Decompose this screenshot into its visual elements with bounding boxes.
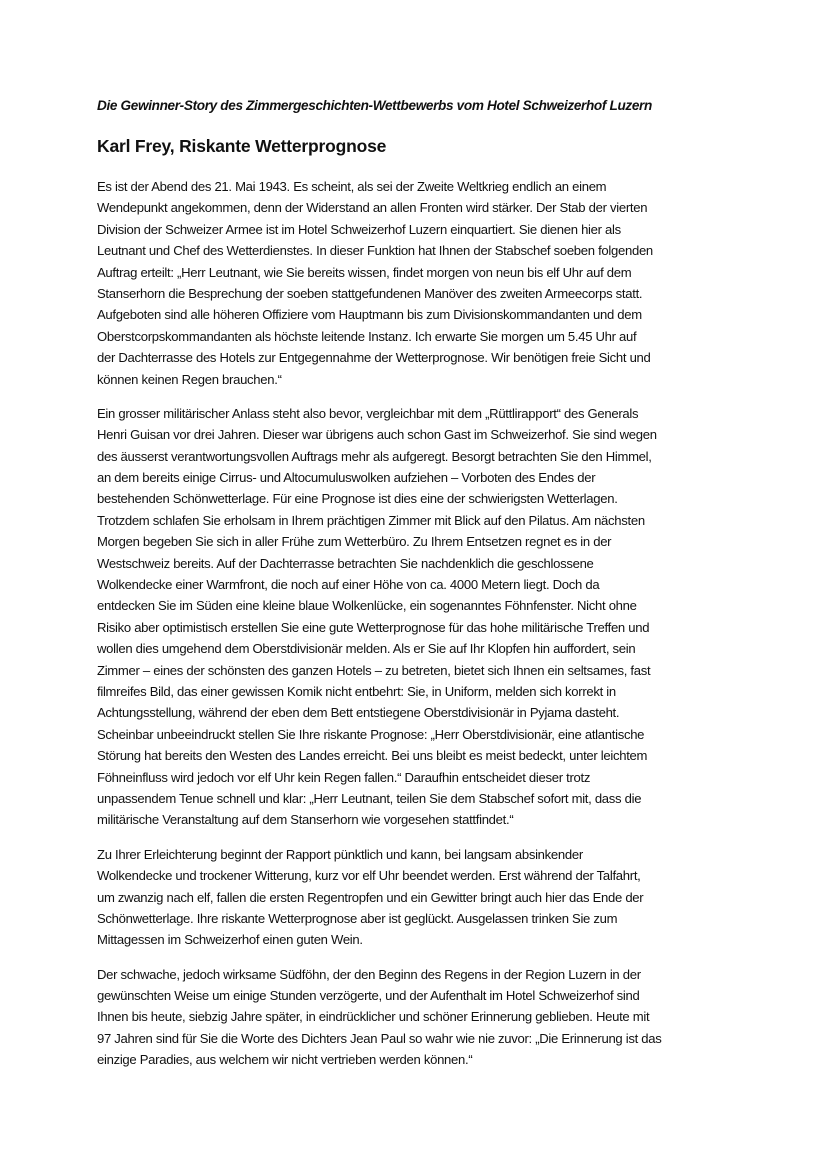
paragraph-line: Der schwache, jedoch wirksame Südföhn, der den Beginn des Regens in der Region Luzern in der [97,966,641,982]
paragraph-line: Föhneinfluss wird jedoch vor elf Uhr kein Regen fallen.“ Daraufhin entscheidet dieser trotz [97,769,591,785]
story-title: Karl Frey, Riskante Wetterprognose [97,136,387,156]
paragraph-line: Henri Guisan vor drei Jahren. Dieser war übrigens auch schon Gast im Schweizerhof. Sie sind wegen [97,427,657,443]
paragraph-line: Westschweiz bereits. Auf der Dachterrasse betrachten Sie nachdenklich die geschlossene [97,555,594,571]
paragraph-line: an dem bereits einige Cirrus- und Altocumuluswolken aufziehen – Vorboten des Endes der [97,470,596,486]
paragraph-line: Zu Ihrer Erleichterung beginnt der Rapport pünktlich und kann, bei langsam absinkender [97,846,583,862]
paragraph-line: bestehenden Schönwetterlage. Für eine Prognose ist dies eine der schwierigsten Wetterlagen. [97,491,618,507]
paragraph-line: Zimmer – eines der schönsten des ganzen Hotels – zu betreten, bietet sich Ihnen ein seltsames, fast [97,662,651,678]
paragraph-line: Schönwetterlage. Ihre riskante Wetterprognose aber ist geglückt. Ausgelassen trinken Sie zum [97,910,618,926]
story-body [97,176,725,1084]
paragraph-line: Es ist der Abend des 21. Mai 1943. Es scheint, als sei der Zweite Weltkrieg endlich an einem [97,179,607,194]
paragraph-line: Wolkendecke einer Warmfront, die noch auf einer Höhe von ca. 4000 Metern liegt. Doch da [97,577,600,593]
paragraph-line: Division der Schweizer Armee ist im Hotel Schweizerhof Luzern einquartiert. Sie dienen hier als [97,221,621,237]
paragraph-line: Trotzdem schlafen Sie erholsam in Ihrem prächtigen Zimmer mit Blick auf den Pilatus. Am nächsten [97,512,645,528]
paragraph-line: Wendepunkt angekommen, denn der Widerstand an allen Fronten wird stärker. Der Stab der vierten [97,200,648,216]
paragraph-line: 97 Jahren sind für Sie die Worte des Dichters Jean Paul so wahr wie nie zuvor: „Die Erinnerung ist das [97,1030,662,1046]
paragraph-line: Aufgeboten sind alle höheren Offiziere vom Hauptmann bis zum Divisionskommandanten und dem [97,307,642,323]
paragraph-line: der Dachterrasse des Hotels zur Entgegennahme der Wetterprognose. Wir benötigen freie Sicht und [97,350,651,366]
paragraph-line: können keinen Regen brauchen.“ [97,371,282,387]
paragraph-line: Ihnen bis heute, siebzig Jahre später, in eindrücklicher und schöner Erinnerung geblieben. Heute mit [97,1009,650,1025]
paragraph-line: Stanserhorn die Besprechung der soeben stattgefundenen Manöver des zweiten Armeecorps statt. [97,285,643,301]
paragraph-line: einzige Paradies, aus welchem wir nicht vertrieben werden können.“ [97,1052,473,1068]
paragraph-line: militärische Veranstaltung auf dem Stanserhorn wie vorgesehen stattfindet.“ [97,812,514,828]
paragraph-line: Scheinbar unbeeindruckt stellen Sie Ihre riskante Prognose: „Herr Oberstdivisionär, eine atlantische [97,726,645,742]
paragraph-line: um zwanzig nach elf, fallen die ersten Regentropfen und ein Gewitter bringt auch hier das Ende der [97,889,644,905]
paragraph-line: gewünschten Weise um einige Stunden verzögerte, und der Aufenthalt im Hotel Schweizerhof sind [97,988,640,1004]
paragraph-line: Störung hat bereits den Westen des Landes erreicht. Bei uns bleibt es meist bedeckt, unter leichtem [97,748,648,764]
paragraph-line: des äusserst verantwortungsvollen Auftrags mehr als aufgeregt. Besorgt betrachten Sie den Himmel, [97,448,652,464]
story-paragraph [97,844,725,951]
paragraph-line: unpassendem Tenue schnell und klar: „Herr Leutnant, teilen Sie dem Stabschef sofort mit, dass die [97,790,642,806]
paragraph-line: Ein grosser militärischer Anlass steht also bevor, vergleichbar mit dem „Rüttlirapport“ des Generals [97,405,639,421]
paragraph-line: Morgen begeben Sie sich in aller Frühe zum Wetterbüro. Zu Ihrem Entsetzen regnet es in der [97,534,612,550]
paragraph-line: entdecken Sie im Süden eine kleine blaue Wolkenlücke, ein sogenanntes Föhnfenster. Nicht ohne [97,598,637,614]
paragraph-line: Mittagessen im Schweizerhof einen guten Wein. [97,932,363,948]
paragraph-line: filmreifes Bild, das einer gewissen Komik nicht entbehrt: Sie, in Uniform, melden sich korrekt in [97,683,616,699]
story-paragraph [97,964,725,1071]
document-subtitle: Die Gewinner-Story des Zimmergeschichten-Wettbewerbs vom Hotel Schweizerhof Luzern [97,98,652,113]
paragraph-line: Achtungsstellung, während der eben dem Bett entstiegene Oberstdivisionär in Pyjama dasteht. [97,705,620,721]
paragraph-line: Oberstcorpskommandanten als höchste leitende Instanz. Ich erwarte Sie morgen um 5.45 Uhr auf [97,328,637,344]
paragraph-line: Leutnant und Chef des Wetterdienstes. In dieser Funktion hat Ihnen der Stabschef soeben folgenden [97,243,653,259]
paragraph-line: Risiko aber optimistisch erstellen Sie eine gute Wetterprognose für das hohe militärische Treffen und [97,619,650,635]
story-paragraph [97,176,725,390]
story-paragraph [97,403,725,831]
paragraph-line: Auftrag erteilt: „Herr Leutnant, wie Sie bereits wissen, findet morgen von neun bis elf Uhr auf dem [97,264,632,280]
paragraph-line: Wolkendecke und trockener Witterung, kurz vor elf Uhr beendet werden. Erst während der Talfahrt, [97,868,641,884]
paragraph-line: wollen dies umgehend dem Oberstdivisionär melden. Als er Sie auf Ihr Klopfen hin auffordert, sein [97,641,636,657]
